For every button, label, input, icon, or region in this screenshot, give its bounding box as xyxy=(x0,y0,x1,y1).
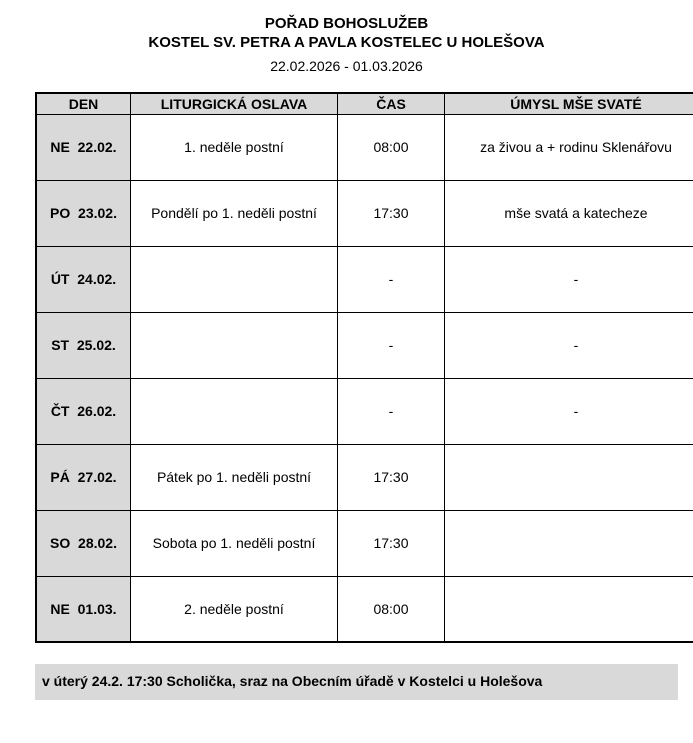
cell-den: SO 28.02. xyxy=(36,510,131,576)
cell-umysl: - xyxy=(445,312,693,378)
document-header xyxy=(0,0,693,75)
column-header-cas: ČAS xyxy=(338,93,445,114)
table-row xyxy=(36,312,693,378)
table-row xyxy=(36,378,693,444)
cell-oslava: 1. neděle postní xyxy=(131,114,338,180)
table-row xyxy=(36,444,693,510)
cell-den: PO 23.02. xyxy=(36,180,131,246)
cell-cas: 17:30 xyxy=(338,444,445,510)
table-header-row xyxy=(36,93,693,114)
cell-oslava xyxy=(131,246,338,312)
cell-cas: 08:00 xyxy=(338,114,445,180)
cell-oslava xyxy=(131,378,338,444)
cell-oslava: Sobota po 1. neděli postní xyxy=(131,510,338,576)
cell-cas: 17:30 xyxy=(338,180,445,246)
table-row xyxy=(36,510,693,576)
cell-den: NE 22.02. xyxy=(36,114,131,180)
document-title: POŘAD BOHOSLUŽEB xyxy=(264,15,429,32)
cell-den: PÁ 27.02. xyxy=(36,444,131,510)
cell-den: ÚT 24.02. xyxy=(36,246,131,312)
cell-den: ČT 26.02. xyxy=(36,378,131,444)
cell-cas: - xyxy=(338,246,445,312)
cell-cas: - xyxy=(338,378,445,444)
cell-cas: 08:00 xyxy=(338,576,445,642)
cell-oslava: 2. neděle postní xyxy=(131,576,338,642)
cell-den: NE 01.03. xyxy=(36,576,131,642)
column-header-den: DEN xyxy=(36,93,131,114)
cell-cas: 17:30 xyxy=(338,510,445,576)
table-row xyxy=(36,576,693,642)
schedule-table xyxy=(35,92,693,643)
cell-umysl: za živou a + rodinu Sklenářovu xyxy=(445,114,693,180)
table-row xyxy=(36,246,693,312)
cell-oslava xyxy=(131,312,338,378)
cell-umysl xyxy=(445,510,693,576)
cell-oslava: Pátek po 1. neděli postní xyxy=(131,444,338,510)
table-row xyxy=(36,114,693,180)
document-subtitle: KOSTEL SV. PETRA A PAVLA KOSTELEC U HOLEŠOVA xyxy=(148,34,545,51)
cell-umysl: mše svatá a katecheze xyxy=(445,180,693,246)
column-header-oslava: LITURGICKÁ OSLAVA xyxy=(131,93,338,114)
footer-note: v úterý 24.2. 17:30 Scholička, sraz na Obecním úřadě v Kostelci u Holešova xyxy=(35,664,678,700)
table-row xyxy=(36,180,693,246)
cell-cas: - xyxy=(338,312,445,378)
cell-oslava: Pondělí po 1. neděli postní xyxy=(131,180,338,246)
cell-den: ST 25.02. xyxy=(36,312,131,378)
cell-umysl xyxy=(445,444,693,510)
column-header-umysl: ÚMYSL MŠE SVATÉ xyxy=(445,93,693,114)
cell-umysl: - xyxy=(445,246,693,312)
cell-umysl xyxy=(445,576,693,642)
date-range: 22.02.2026 - 01.03.2026 xyxy=(270,58,423,74)
cell-umysl: - xyxy=(445,378,693,444)
